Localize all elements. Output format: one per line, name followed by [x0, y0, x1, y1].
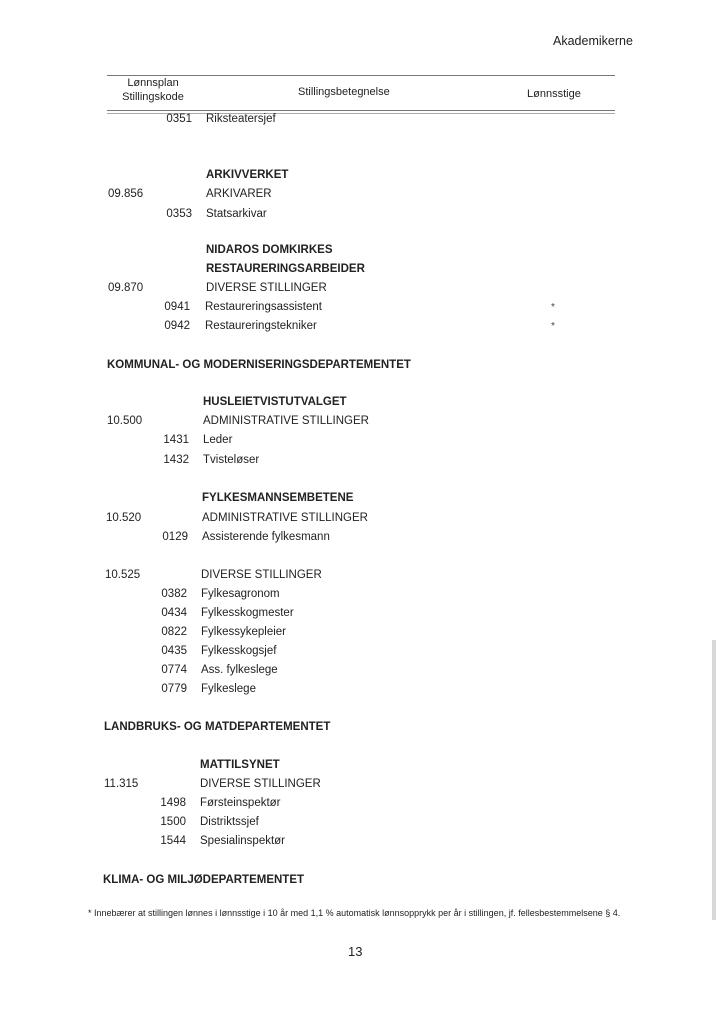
col-header-title: Stillingsbetegnelse: [298, 86, 390, 98]
ladder-marker: *: [551, 302, 555, 313]
position-title: Spesialinspektør: [200, 835, 286, 847]
salary-plan: 09.856: [108, 188, 144, 200]
position-title: Riksteatersjef: [206, 113, 276, 125]
header-bottom-rule: [107, 110, 615, 111]
position-title: Fylkesskogmester: [201, 607, 294, 619]
position-code: 0941: [164, 301, 190, 313]
position-title: Assisterende fylkesmann: [202, 531, 330, 543]
position-code: 1431: [163, 434, 189, 446]
category-heading: ADMINISTRATIVE STILLINGER: [203, 415, 369, 427]
position-code: 1432: [163, 454, 189, 466]
position-title: Fylkeslege: [201, 683, 256, 695]
salary-plan: 09.870: [108, 282, 144, 294]
position-title: Ass. fylkeslege: [201, 664, 278, 676]
position-title: Fylkesagronom: [201, 588, 280, 600]
position-title: Fylkessykepleier: [201, 626, 286, 638]
category-heading: ARKIVARER: [206, 188, 272, 200]
salary-plan: 11.315: [104, 778, 139, 790]
col-header-plan: [114, 77, 192, 103]
position-title: Tvisteløser: [203, 454, 260, 466]
category-heading: DIVERSE STILLINGER: [206, 282, 327, 294]
position-title: Statsarkivar: [206, 208, 267, 220]
salary-plan: 10.520: [106, 512, 142, 524]
category-heading: DIVERSE STILLINGER: [201, 569, 322, 581]
position-title: Førsteinspektør: [200, 797, 281, 809]
category-heading: DIVERSE STILLINGER: [200, 778, 321, 790]
organization-name: Akademikerne: [553, 34, 633, 48]
category-heading: ADMINISTRATIVE STILLINGER: [202, 512, 368, 524]
position-code: 1500: [160, 816, 186, 828]
ministry-heading: LANDBRUKS- OG MATDEPARTEMENTET: [104, 721, 331, 733]
salary-plan: 10.500: [107, 415, 143, 427]
position-code: 1498: [160, 797, 186, 809]
position-code: 1544: [160, 835, 186, 847]
position-code: 0351: [166, 113, 192, 125]
col-header-plan-line2: Stillingskode: [122, 91, 184, 103]
unit-heading: MATTILSYNET: [200, 759, 280, 771]
position-title: Restaureringstekniker: [205, 320, 317, 332]
position-code: 0774: [161, 664, 187, 676]
position-code: 0435: [161, 645, 187, 657]
position-title: Leder: [203, 434, 233, 446]
position-code: 0129: [162, 531, 188, 543]
col-header-plan-line1: Lønnsplan: [127, 77, 179, 89]
salary-plan: 10.525: [105, 569, 141, 581]
unit-heading: HUSLEIETVISTUTVALGET: [203, 396, 347, 408]
position-code: 0353: [166, 208, 192, 220]
position-code: 0942: [164, 320, 190, 332]
unit-heading: NIDAROS DOMKIRKES: [206, 244, 333, 256]
ministry-heading: KLIMA- OG MILJØDEPARTEMENTET: [103, 874, 305, 886]
ministry-heading: KOMMUNAL- OG MODERNISERINGSDEPARTEMENTET: [107, 359, 411, 371]
unit-heading: RESTAURERINGSARBEIDER: [206, 263, 365, 275]
position-title: Restaureringsassistent: [205, 301, 322, 313]
ladder-marker: *: [551, 321, 555, 332]
position-code: 0382: [161, 588, 187, 600]
footnote: * Innebærer at stillingen lønnes i lønnsstige i 10 år med 1,1 % automatisk lønnsopprykk per år i stillingen, jf. fellesbestemmelsene § 4.: [88, 908, 621, 918]
col-header-ladder: Lønnsstige: [527, 88, 581, 100]
position-code: 0822: [161, 626, 187, 638]
position-code: 0434: [161, 607, 187, 619]
position-title: Fylkesskogsjef: [201, 645, 277, 657]
position-code: 0779: [161, 683, 187, 695]
unit-heading: FYLKESMANNSEMBETENE: [202, 492, 354, 504]
header-top-rule: [107, 75, 615, 76]
position-title: Distriktssjef: [200, 816, 259, 828]
scan-edge: [712, 640, 716, 920]
unit-heading: ARKIVVERKET: [206, 169, 289, 181]
page-number: 13: [348, 944, 363, 959]
